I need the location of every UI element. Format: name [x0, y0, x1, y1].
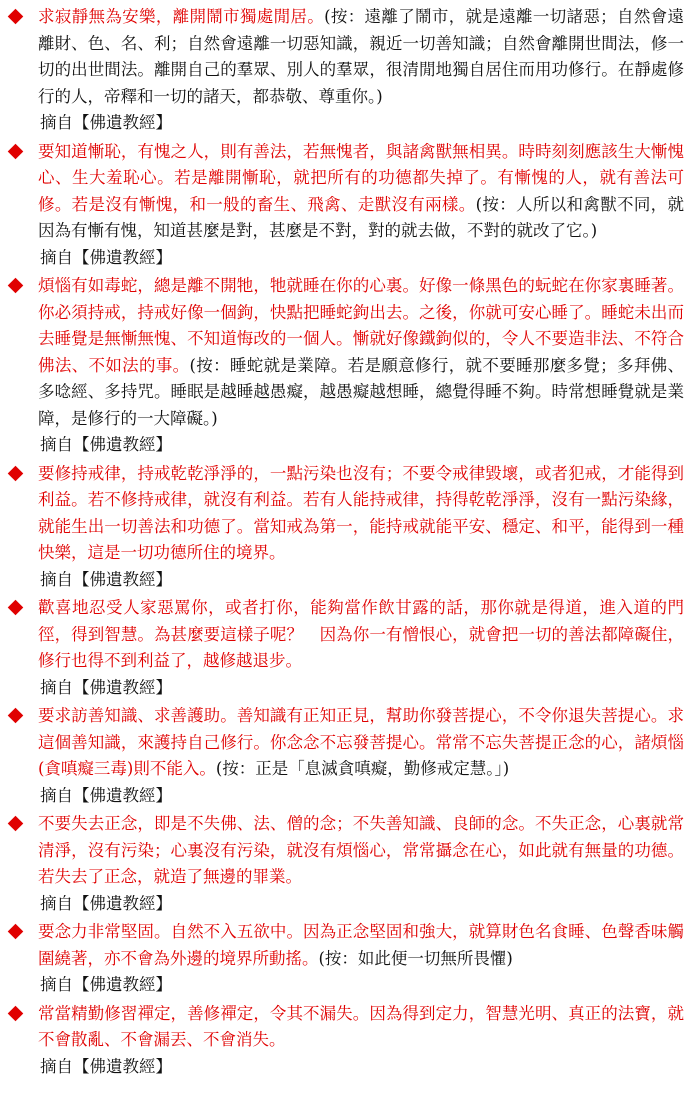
commentary-text: (按：如此便一切無所畏懼)	[318, 948, 513, 968]
entry-text	[38, 703, 684, 783]
red-diamond-icon	[8, 273, 38, 299]
entry-body	[8, 919, 684, 972]
red-diamond-icon	[8, 1001, 38, 1027]
teaching-text: 不要失去正念，即是不失佛、法、僧的念；不失善知識、良師的念。不失正念，心裏就常清淨，沒有污染；心裏沒有污染，就沒有煩惱心，常常攝念在心，如此就有無量的功德。若失去了正念，就造了無邊的罪業。	[38, 814, 684, 886]
teaching-text: 要知道慚恥，有愧之人，則有善法，若無愧者，與諸禽獸無相異。時時刻刻應該生大慚愧心、生大羞恥心。若是離開慚恥，就把所有的功德都失掉了。有慚愧的人，就有善法可修。若是沒有慚愧，和一般的畜生、飛禽、走獸沒有兩樣。	[38, 141, 684, 214]
entry-body	[8, 461, 684, 567]
red-diamond-icon	[8, 703, 38, 729]
source-citation: 摘自【佛遺教經】	[40, 113, 172, 132]
entry-body	[8, 139, 684, 245]
red-diamond-icon	[8, 811, 38, 837]
teaching-text: 要求訪善知識、求善護助。善知識有正知正見，幫助你發菩提心，不令你退失菩提心。求這個善知識，來護持自己修行。你念念不忘發菩提心。常常不忘失菩提正念的心，諸煩惱(貪嗔癡三毒)則不能入。	[38, 706, 684, 778]
teaching-text: 歡喜地忍受人家惡罵你，或者打你，能夠當作飲甘露的話，那你就是得道，進入道的門徑，得到智慧。為甚麼要這樣子呢？ 因為你一有憎恨心，就會把一切的善法都障礙住，修行也得不到利益了，越修越退步。	[38, 598, 684, 670]
list-item	[8, 139, 684, 272]
list-item	[8, 811, 684, 917]
entry-text	[38, 461, 684, 567]
source-citation: 摘自【佛遺教經】	[40, 785, 172, 805]
source-citation: 摘自【佛遺教經】	[40, 893, 172, 913]
teaching-text: 求寂靜無為安樂，離開鬧市獨處閒居。	[38, 7, 325, 26]
entry-body	[8, 703, 684, 783]
entry-body	[8, 1001, 684, 1054]
source-citation: 摘自【佛遺教經】	[40, 975, 172, 994]
entry-text	[38, 1001, 684, 1054]
commentary-text: (按：睡蛇就是業障。若是願意修行，就不要睡那麼多覺；多拜佛、多唸經、多持咒。睡眠是越睡越愚癡，越愚癡越想睡，總覺得睡不夠。時常想睡覺就是業障，是修行的一大障礙。)	[38, 355, 685, 428]
source-citation: 摘自【佛遺教經】	[40, 435, 172, 454]
entry-body	[8, 811, 684, 891]
teaching-text: 常當精勤修習禪定，善修禪定，令其不漏失。因為得到定力，智慧光明、真正的法寶，就不會散亂、不會漏丟、不會消失。	[38, 1003, 684, 1049]
source-citation: 摘自【佛遺教經】	[40, 1056, 172, 1076]
list-item	[8, 1001, 684, 1081]
entry-text	[38, 919, 684, 972]
teaching-text: 煩惱有如毒蛇，總是離不開牠，牠就睡在你的心裏。好像一條黑色的蚖蛇在你家裏睡著。你必須持戒，持戒好像一個鉤，快點把睡蛇鉤出去。之後，你就可安心睡了。睡蛇未出而去睡覺是無慚無愧、不知道悔改的一個人。慚就好像鐵鉤似的，令人不要造非法、不符合佛法、不如法的事。	[38, 276, 684, 375]
list-item	[8, 919, 684, 999]
red-diamond-icon	[8, 4, 38, 30]
red-diamond-icon	[8, 595, 38, 621]
entry-text	[38, 4, 684, 110]
source-citation: 摘自【佛遺教經】	[40, 569, 172, 589]
list-item	[8, 595, 684, 701]
commentary-text: (按：人所以和禽獸不同，就因為有慚有愧，知道甚麼是對，甚麼是不對，對的就去做，不對的就改了它。)	[38, 194, 685, 240]
entry-body	[8, 4, 684, 110]
list-item	[8, 703, 684, 809]
source-citation: 摘自【佛遺教經】	[40, 247, 172, 267]
teaching-text: 要修持戒律，持戒乾乾淨淨的，一點污染也沒有；不要令戒律毀壞，或者犯戒，才能得到利益。若不修持戒律，就沒有利益。若有人能持戒律，持得乾乾淨淨，沒有一點污染緣，就能生出一切善法和功德了。當知戒為第一，能持戒就能平安、穩定、和平，能得到一種快樂，這是一切功德所住的境界。	[38, 463, 684, 562]
entry-text	[38, 595, 684, 675]
red-diamond-icon	[8, 919, 38, 945]
entry-text	[38, 811, 684, 891]
entry-text	[38, 139, 684, 245]
red-diamond-icon	[8, 139, 38, 165]
list-item	[8, 273, 684, 459]
commentary-text: (按：正是「息滅貪嗔癡，勤修戒定慧。」)	[215, 759, 510, 778]
commentary-text: (按：遠離了鬧市，就是遠離一切諸惡；自然會遠離財、色、名、利；自然會遠離一切惡知識，親近一切善知識；自然會離開世間法，修一切的出世間法。離開自己的羣眾、別人的羣眾，很清閒地獨自居住而用功修行。在靜處修行的人，帝釋和一切的諸天，都恭敬、尊重你。)	[38, 7, 685, 106]
list-item	[8, 4, 684, 137]
list-item	[8, 461, 684, 594]
entry-body	[8, 595, 684, 675]
teaching-text: 要念力非常堅固。自然不入五欲中。因為正念堅固和強大，就算財色名食睡、色聲香味觸圍繞著，亦不會為外邊的境界所動搖。	[38, 922, 684, 968]
entry-text	[38, 273, 684, 432]
red-diamond-icon	[8, 461, 38, 487]
source-citation: 摘自【佛遺教經】	[40, 677, 172, 697]
entry-body	[8, 273, 684, 432]
